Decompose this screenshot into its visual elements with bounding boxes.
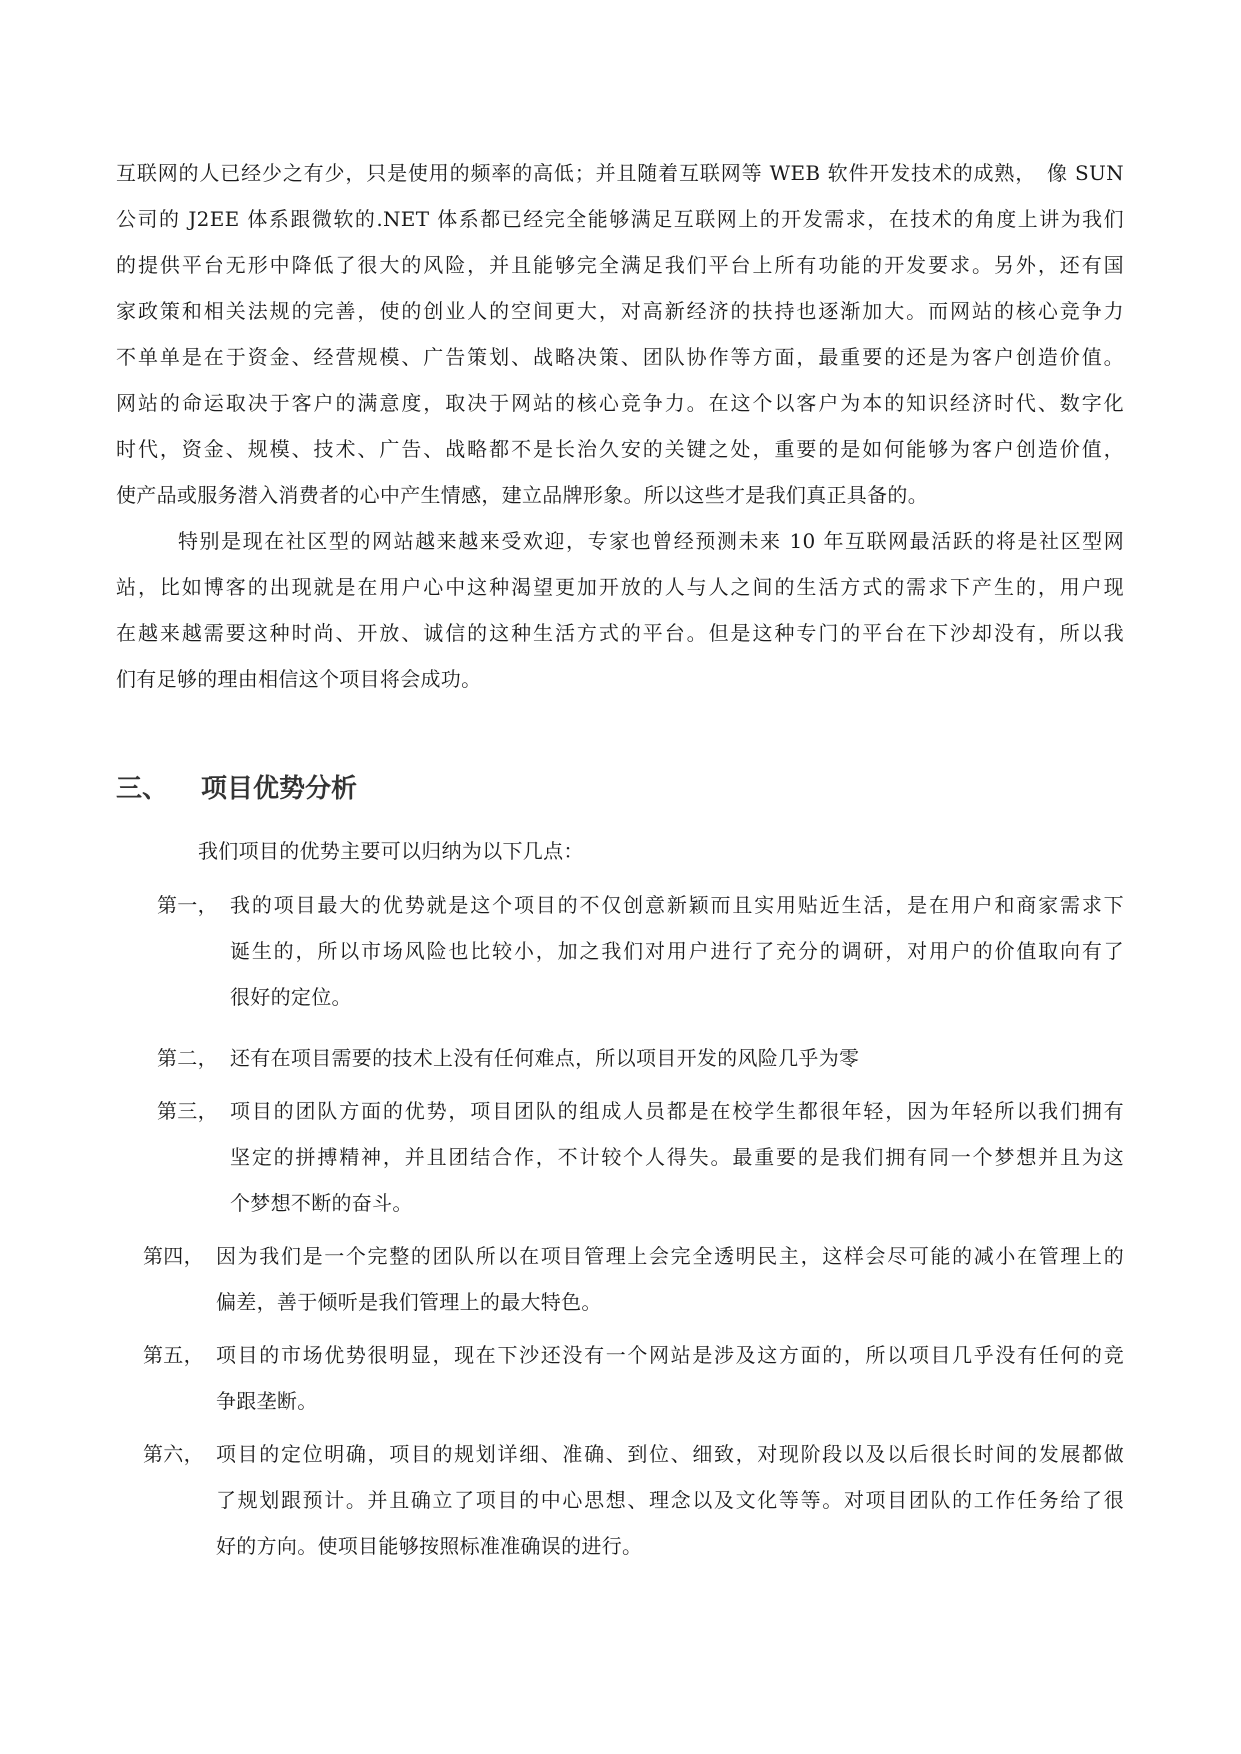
item-line: 个梦想不断的奋斗。 xyxy=(230,1191,413,1215)
item-label: 第五， xyxy=(143,1343,204,1367)
paragraph-line: 特别是现在社区型的网站越来越来受欢迎，专家也曾经预测未来 10 年互联网最活跃的将是社区型网 xyxy=(178,529,1124,553)
item-line: 项目的团队方面的优势，项目团队的组成人员都是在校学生都很年轻，因为年轻所以我们拥有 xyxy=(230,1099,1124,1123)
paragraph-line: 们有足够的理由相信这个项目将会成功。 xyxy=(116,667,482,691)
paragraph-line: 在越来越需要这种时尚、开放、诚信的这种生活方式的平台。但是这种专门的平台在下沙却没有，所以我 xyxy=(116,621,1124,645)
paragraph-line: 站，比如博客的出现就是在用户心中这种渴望更加开放的人与人之间的生活方式的需求下产生的，用户现 xyxy=(116,575,1124,599)
item-line: 项目的定位明确，项目的规划详细、准确、到位、细致，对现阶段以及以后很长时间的发展都做 xyxy=(216,1442,1124,1466)
item-label: 第二， xyxy=(157,1046,218,1070)
item-line: 了规划跟预计。并且确立了项目的中心思想、理念以及文化等等。对项目团队的工作任务给了很 xyxy=(216,1488,1124,1512)
paragraph-line: 公司的 J2EE 体系跟微软的.NET 体系都已经完全能够满足互联网上的开发需求，在技术的角度上讲为我们 xyxy=(116,207,1124,231)
paragraph-line: 使产品或服务潜入消费者的心中产生情感，建立品牌形象。所以这些才是我们真正具备的。 xyxy=(116,483,928,507)
item-line: 很好的定位。 xyxy=(230,985,352,1009)
item-line: 争跟垄断。 xyxy=(216,1389,318,1413)
section-intro: 我们项目的优势主要可以归纳为以下几点： xyxy=(198,839,584,863)
item-line: 还有在项目需要的技术上没有任何难点，所以项目开发的风险几乎为零 xyxy=(230,1046,860,1070)
section-number: 三、 xyxy=(116,774,169,804)
item-label: 第四， xyxy=(143,1244,204,1268)
item-line: 诞生的，所以市场风险也比较小，加之我们对用户进行了充分的调研，对用户的价值取向有了 xyxy=(230,939,1124,963)
paragraph-line: 家政策和相关法规的完善，使的创业人的空间更大，对高新经济的扶持也逐渐加大。而网站的核心竞争力 xyxy=(116,299,1124,323)
item-line: 项目的市场优势很明显，现在下沙还没有一个网站是涉及这方面的，所以项目几乎没有任何的竞 xyxy=(216,1343,1124,1367)
paragraph-line: 网站的命运取决于客户的满意度，取决于网站的核心竞争力。在这个以客户为本的知识经济时代、数字化 xyxy=(116,391,1124,415)
paragraph-line: 的提供平台无形中降低了很大的风险，并且能够完全满足我们平台上所有功能的开发要求。另外，还有国 xyxy=(116,253,1124,277)
item-label: 第一， xyxy=(157,893,218,917)
item-line: 因为我们是一个完整的团队所以在项目管理上会完全透明民主，这样会尽可能的减小在管理上的 xyxy=(216,1244,1124,1268)
paragraph-line: 不单单是在于资金、经营规模、广告策划、战略决策、团队协作等方面，最重要的还是为客户创造价值。 xyxy=(116,345,1124,369)
item-line: 坚定的拼搏精神，并且团结合作，不计较个人得失。最重要的是我们拥有同一个梦想并且为这 xyxy=(230,1145,1124,1169)
item-line: 偏差，善于倾听是我们管理上的最大特色。 xyxy=(216,1290,602,1314)
section-title: 项目优势分析 xyxy=(201,774,358,804)
item-line: 我的项目最大的优势就是这个项目的不仅创意新颖而且实用贴近生活，是在用户和商家需求下 xyxy=(230,893,1124,917)
item-label: 第三， xyxy=(157,1099,218,1123)
paragraph-line: 互联网的人已经少之有少，只是使用的频率的高低；并且随着互联网等 WEB 软件开发技术的成熟， 像 SUN xyxy=(116,161,1124,185)
paragraph-line: 时代，资金、规模、技术、广告、战略都不是长治久安的关键之处，重要的是如何能够为客户创造价值， xyxy=(116,437,1124,461)
item-label: 第六， xyxy=(143,1442,204,1466)
item-line: 好的方向。使项目能够按照标准准确误的进行。 xyxy=(216,1534,643,1558)
